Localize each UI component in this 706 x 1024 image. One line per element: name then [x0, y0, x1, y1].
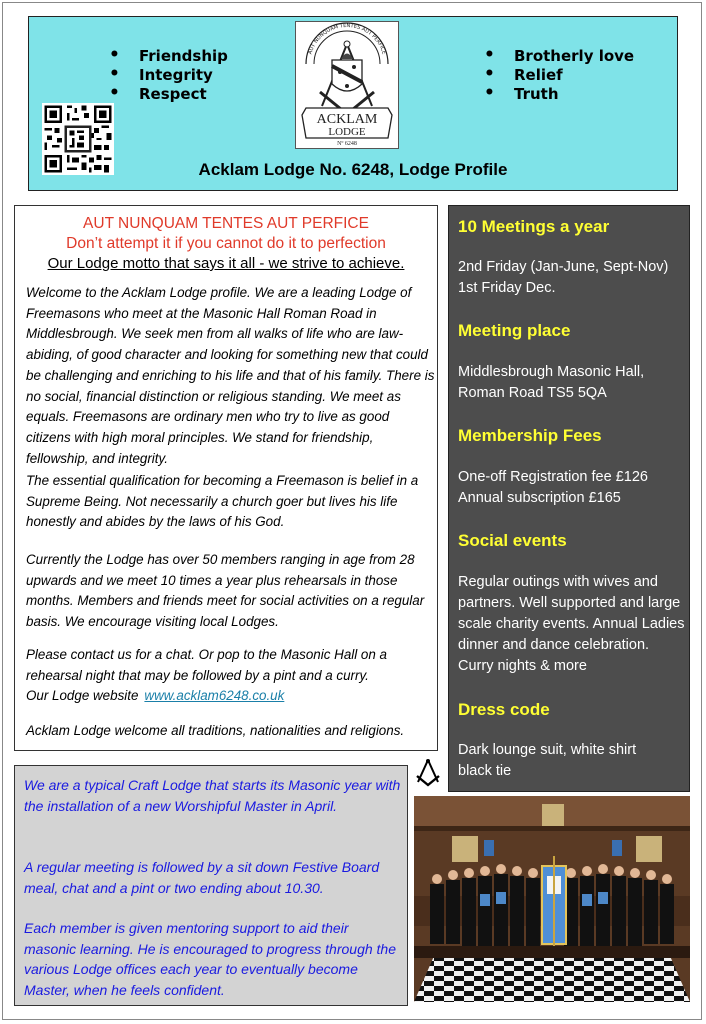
- value-item: • Friendship: [109, 47, 228, 66]
- craft-paragraph-2: A regular meeting is followed by a sit down Festive Board meal, chat and a pint or two ending about 10.30.: [24, 859, 380, 896]
- motto-english: Don’t attempt it if you cannot do it to perfection: [66, 235, 386, 252]
- fees-line-1: One-off Registration fee £126: [458, 469, 648, 485]
- meetings-line-1: 2nd Friday (Jan-June, Sept-Nov): [458, 259, 669, 275]
- fees-line-2: Annual subscription £165: [458, 490, 621, 506]
- crest-word-lodge: LODGE: [328, 126, 366, 138]
- motto-note: Our Lodge motto that says it all - we strive to achieve.: [47, 255, 405, 272]
- lodge-members-photo: [414, 796, 690, 1002]
- values-list-right: [484, 47, 634, 104]
- crest-arc-text: AUT NUNQUAM TENTES AUT PERFICE: [307, 22, 387, 56]
- value-item: • Truth: [484, 85, 634, 104]
- place-line-2: Roman Road TS5 5QA: [458, 385, 607, 401]
- contact-paragraph: [26, 645, 436, 707]
- dress-text: Dark lounge suit, white shirt black tie: [458, 742, 637, 779]
- social-heading: Social events: [458, 531, 567, 550]
- craft-paragraph-1: We are a typical Craft Lodge that starts its Masonic year with the installation of a new Worshipful Master in April.: [24, 777, 401, 814]
- info-panel: [448, 205, 690, 792]
- value-item: • Integrity: [109, 66, 228, 85]
- page-title: Acklam Lodge No. 6248, Lodge Profile: [198, 160, 508, 179]
- fees-heading: Membership Fees: [458, 426, 602, 445]
- motto-latin: AUT NUNQUAM TENTES AUT PERFICE: [83, 215, 369, 232]
- social-text: Regular outings with wives and partners. Well supported and large scale charity events. Annual Ladies dinner and dance celebration. Curry nights & more: [458, 574, 685, 674]
- header-banner: [28, 16, 678, 191]
- lodge-profile-box: [14, 205, 438, 751]
- craft-lodge-box: [14, 765, 408, 1006]
- qualification-paragraph: The essential qualification for becoming a Freemason is belief in a Supreme Being. Not necessarily a church goer but lives his life honestly and abides by the laws of his God.: [26, 473, 419, 530]
- lodge-logo: [295, 21, 399, 149]
- welcome-paragraph: Welcome to the Acklam Lodge profile. We are a leading Lodge of Freemasons who meet at the Masonic Hall Roman Road in Middlesbrough. We seek men from all walks of life who are law-abiding, of good character and looking for something new that could be challenging and enriching to his life and that of his family. There is no social, financial distinction or religious standing. We meet as equals. Freemasons are ordinary men who try to live as good citizens with high moral principles. We stand for friendship, fellowship, and integrity.: [26, 285, 435, 466]
- contact-text: Please contact us for a chat. Or pop to the Masonic Hall on a rehearsal night that may be followed by a pint and a curry.: [26, 647, 387, 683]
- welcome-all-paragraph: Acklam Lodge welcome all traditions, nationalities and religions.: [26, 723, 405, 738]
- website-link[interactable]: www.acklam6248.co.uk: [144, 688, 285, 704]
- lodge-crest-image: [296, 22, 398, 148]
- square-and-compasses-icon: [413, 758, 443, 788]
- value-item: • Relief: [484, 66, 634, 85]
- craft-paragraph-3: Each member is given mentoring support to aid their masonic learning. He is encouraged to progress through the various Lodge offices each year to eventually become Master, when he feels confident.: [24, 920, 396, 998]
- place-line-1: Middlesbrough Masonic Hall,: [458, 364, 645, 380]
- values-list-left: [109, 47, 228, 104]
- crest-word-acklam: ACKLAM: [316, 112, 378, 127]
- meetings-heading: 10 Meetings a year: [458, 217, 610, 236]
- dress-heading: Dress code: [458, 700, 550, 719]
- value-item: • Brotherly love: [484, 47, 634, 66]
- crest-number: Nº 6248: [337, 141, 357, 147]
- website-label: Our Lodge website: [26, 688, 139, 704]
- value-item: • Respect: [109, 85, 228, 104]
- meetings-line-2: 1st Friday Dec.: [458, 280, 556, 296]
- place-heading: Meeting place: [458, 321, 571, 340]
- membership-paragraph: Currently the Lodge has over 50 members ranging in age from 28 upwards and we meet 10 times a year plus rehearsals in those months. Members and friends meet for social activities on a regular basis. We encourage visiting local Lodges.: [26, 552, 425, 630]
